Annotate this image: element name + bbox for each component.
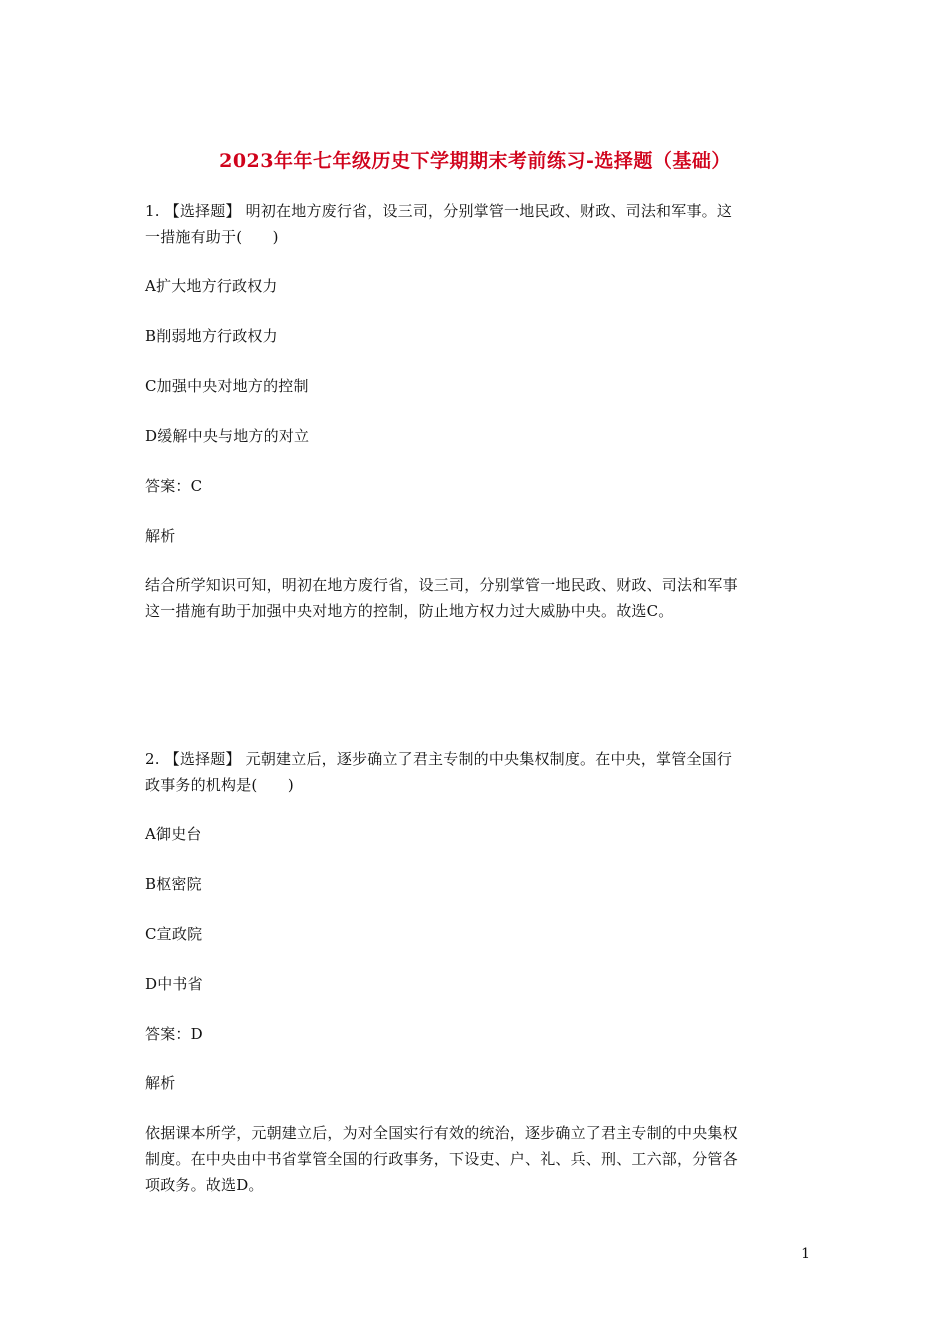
option-b: B削弱地方行政权力 [145, 327, 278, 345]
analysis-label: 解析 [145, 1074, 176, 1092]
answer: 答案：D [145, 1025, 203, 1043]
question-stem-line: 政事务的机构是( ) [145, 776, 294, 794]
analysis-line: 依据课本所学，元朝建立后，为对全国实行有效的统治，逐步确立了君主专制的中央集权 [145, 1124, 738, 1142]
page-title: 2023年年七年级历史下学期期末考前练习-选择题（基础） [219, 150, 731, 172]
analysis-line: 这一措施有助于加强中央对地方的控制，防止地方权力过大威胁中央。故选C。 [145, 602, 674, 620]
question-stem-line: 2. 【选择题】 元朝建立后，逐步确立了君主专制的中央集权制度。在中央，掌管全国行 [145, 750, 733, 768]
analysis-line: 项政务。故选D。 [145, 1176, 264, 1194]
option-b: B枢密院 [145, 875, 202, 893]
analysis-line: 制度。在中央由中书省掌管全国的行政事务，下设吏、户、礼、兵、刑、工六部，分管各 [145, 1150, 738, 1168]
analysis-label: 解析 [145, 527, 176, 545]
question-stem-line: 1. 【选择题】 明初在地方废行省，设三司，分别掌管一地民政、财政、司法和军事。这 [145, 202, 733, 220]
option-d: D缓解中央与地方的对立 [145, 427, 310, 445]
option-a: A扩大地方行政权力 [145, 277, 278, 295]
option-c: C宣政院 [145, 925, 203, 943]
question-stem-line: 一措施有助于( ) [145, 228, 279, 246]
option-c: C加强中央对地方的控制 [145, 377, 309, 395]
option-a: A御史台 [145, 825, 202, 843]
option-d: D中书省 [145, 975, 203, 993]
analysis-line: 结合所学知识可知，明初在地方废行省，设三司，分别掌管一地民政、财政、司法和军事 [145, 576, 738, 594]
answer: 答案：C [145, 477, 203, 495]
page-number: 1 [801, 1246, 810, 1262]
